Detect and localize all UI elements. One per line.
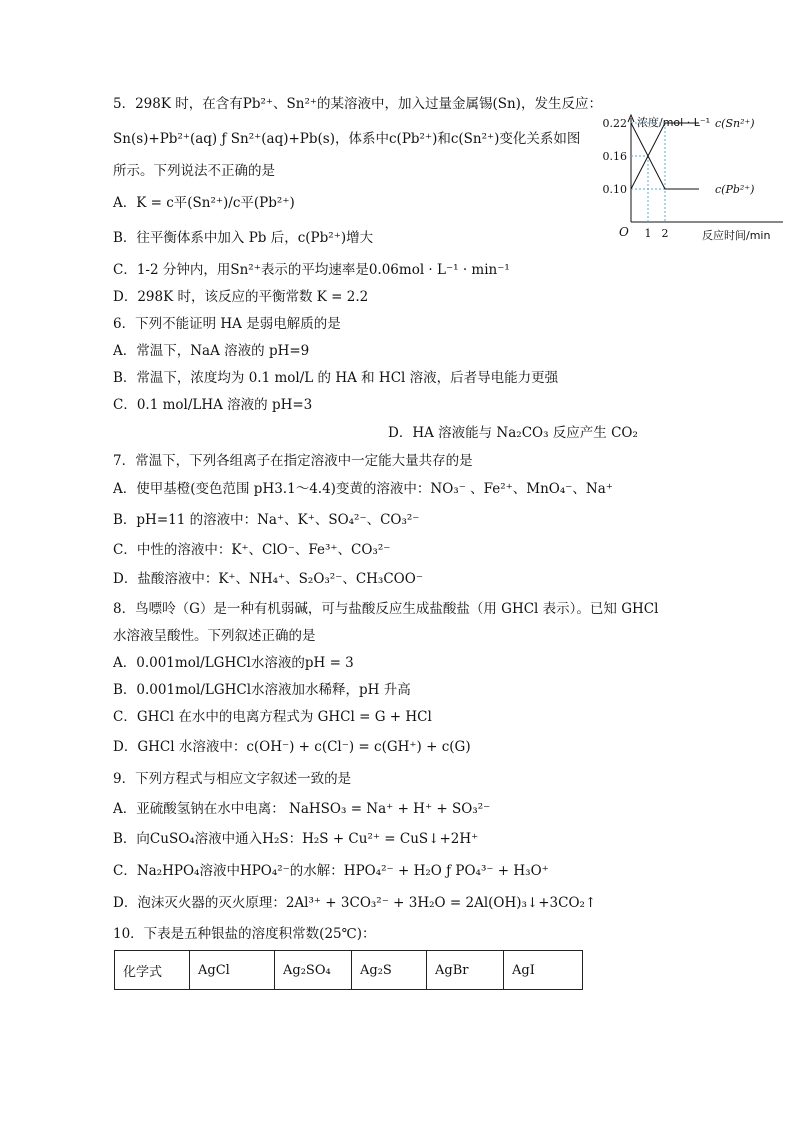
q8-stem-line2: 水溶液呈酸性。下列叙述正确的是 (113, 628, 316, 644)
q7-option-a: A．使甲基橙(变色范围 pH3.1～4.4)变黄的溶液中：NO₃⁻ 、Fe²⁺、MnO₄⁻、Na⁺ (113, 481, 613, 497)
q6-option-d: D．HA 溶液能与 Na₂CO₃ 反应产生 CO₂ (388, 425, 638, 441)
q9-stem: 9．下列方程式与相应文字叙述一致的是 (113, 771, 352, 787)
y-tick-label: 0.10 (602, 183, 627, 196)
table-header-cell: 化学式 (115, 951, 190, 990)
table-header-cell: Ag₂S (352, 951, 427, 990)
q6-option-b: B．常温下，浓度均为 0.1 mol/L 的 HA 和 HCl 溶液，后者导电能力更强 (113, 370, 559, 386)
origin-label: O (619, 225, 629, 239)
q8-option-d: D．GHCl 水溶液中：c(OH⁻) + c(Cl⁻) = c(GH⁺) + c(G) (113, 739, 471, 755)
q7-option-b: B．pH=11 的溶液中：Na⁺、K⁺、SO₄²⁻、CO₃²⁻ (113, 512, 420, 528)
table-header-cell: AgBr (427, 951, 504, 990)
series-label: c(Pb²⁺) (715, 183, 755, 196)
q9-option-a: A．亚硫酸氢钠在水中电离： NaHSO₃ = Na⁺ + H⁺ + SO₃²⁻ (113, 801, 491, 817)
q5-option-c: C．1-2 分钟内，用Sn²⁺表示的平均速率是0.06mol · L⁻¹ · min⁻¹ (113, 262, 510, 278)
q8-option-a: A．0.001mol/LGHCl水溶液的pH = 3 (113, 655, 354, 671)
q5-option-b: B．往平衡体系中加入 Pb 后，c(Pb²⁺)增大 (113, 230, 374, 246)
y-tick-label: 0.16 (602, 150, 627, 163)
table-header-cell: AgCl (190, 951, 275, 990)
q9-option-d: D．泡沫灭火器的灭火原理：2Al³⁺ + 3CO₃²⁻ + 3H₂O = 2Al(OH)₃↓+3CO₂↑ (113, 895, 597, 911)
y-axis-label: 浓度/mol · L⁻¹ (637, 116, 711, 129)
q5-stem-line1: 5．298K 时，在含有Pb²⁺、Sn²⁺的某溶液中，加入过量金属锡(Sn)，发生反应： (113, 96, 602, 112)
x-axis-label: 反应时间/min (702, 229, 771, 242)
q9-option-b: B．向CuSO₄溶液中通入H₂S：H₂S + Cu²⁺ = CuS↓+2H⁺ (113, 831, 479, 847)
y-tick-label: 0.22 (602, 117, 627, 130)
table-row (115, 951, 583, 990)
series-label: c(Sn²⁺) (715, 117, 755, 130)
q5-stem-line3: 所示。下列说法不正确的是 (113, 163, 275, 179)
q6-option-c: C．0.1 mol/LHA 溶液的 pH=3 (113, 397, 313, 413)
q7-stem: 7．常温下，下列各组离子在指定溶液中一定能大量共存的是 (113, 453, 473, 469)
x-tick-label: 1 (644, 227, 652, 240)
ksp-table (114, 950, 583, 990)
q5-stem-line2: Sn(s)+Pb²⁺(aq) ƒ Sn²⁺(aq)+Pb(s)，体系中c(Pb²⁺)和c(Sn²⁺)变化关系如图 (113, 131, 581, 147)
q5-option-a: A．K = c平(Sn²⁺)/c平(Pb²⁺) (113, 195, 295, 211)
q7-option-d: D．盐酸溶液中：K⁺、NH₄⁺、S₂O₃²⁻、CH₃COO⁻ (113, 571, 423, 587)
q8-stem-line1: 8．鸟嘌呤（G）是一种有机弱碱，可与盐酸反应生成盐酸盐（用 GHCl 表示）。已知 GHCl (113, 601, 659, 617)
q6-option-a: A．常温下，NaA 溶液的 pH=9 (113, 343, 310, 359)
q8-option-c: C．GHCl 在水中的电离方程式为 GHCl = G + HCl (113, 709, 432, 725)
q5-option-d: D．298K 时，该反应的平衡常数 K = 2.2 (113, 289, 369, 305)
x-tick-label: 2 (661, 227, 669, 240)
table-header-cell: Ag₂SO₄ (275, 951, 352, 990)
q9-option-c: C．Na₂HPO₄溶液中HPO₄²⁻的水解：HPO₄²⁻ + H₂O ƒ PO₄³⁻ + H₃O⁺ (113, 863, 549, 879)
q6-stem: 6．下列不能证明 HA 是弱电解质的是 (113, 316, 341, 332)
table-header-cell: AgI (504, 951, 583, 990)
q8-option-b: B．0.001mol/LGHCl水溶液加水稀释，pH 升高 (113, 682, 411, 698)
concentration-time-chart (598, 112, 788, 247)
q10-stem: 10．下表是五种银盐的溶度积常数(25℃)： (113, 926, 376, 942)
q7-option-c: C．中性的溶液中：K⁺、ClO⁻、Fe³⁺、CO₃²⁻ (113, 542, 391, 558)
